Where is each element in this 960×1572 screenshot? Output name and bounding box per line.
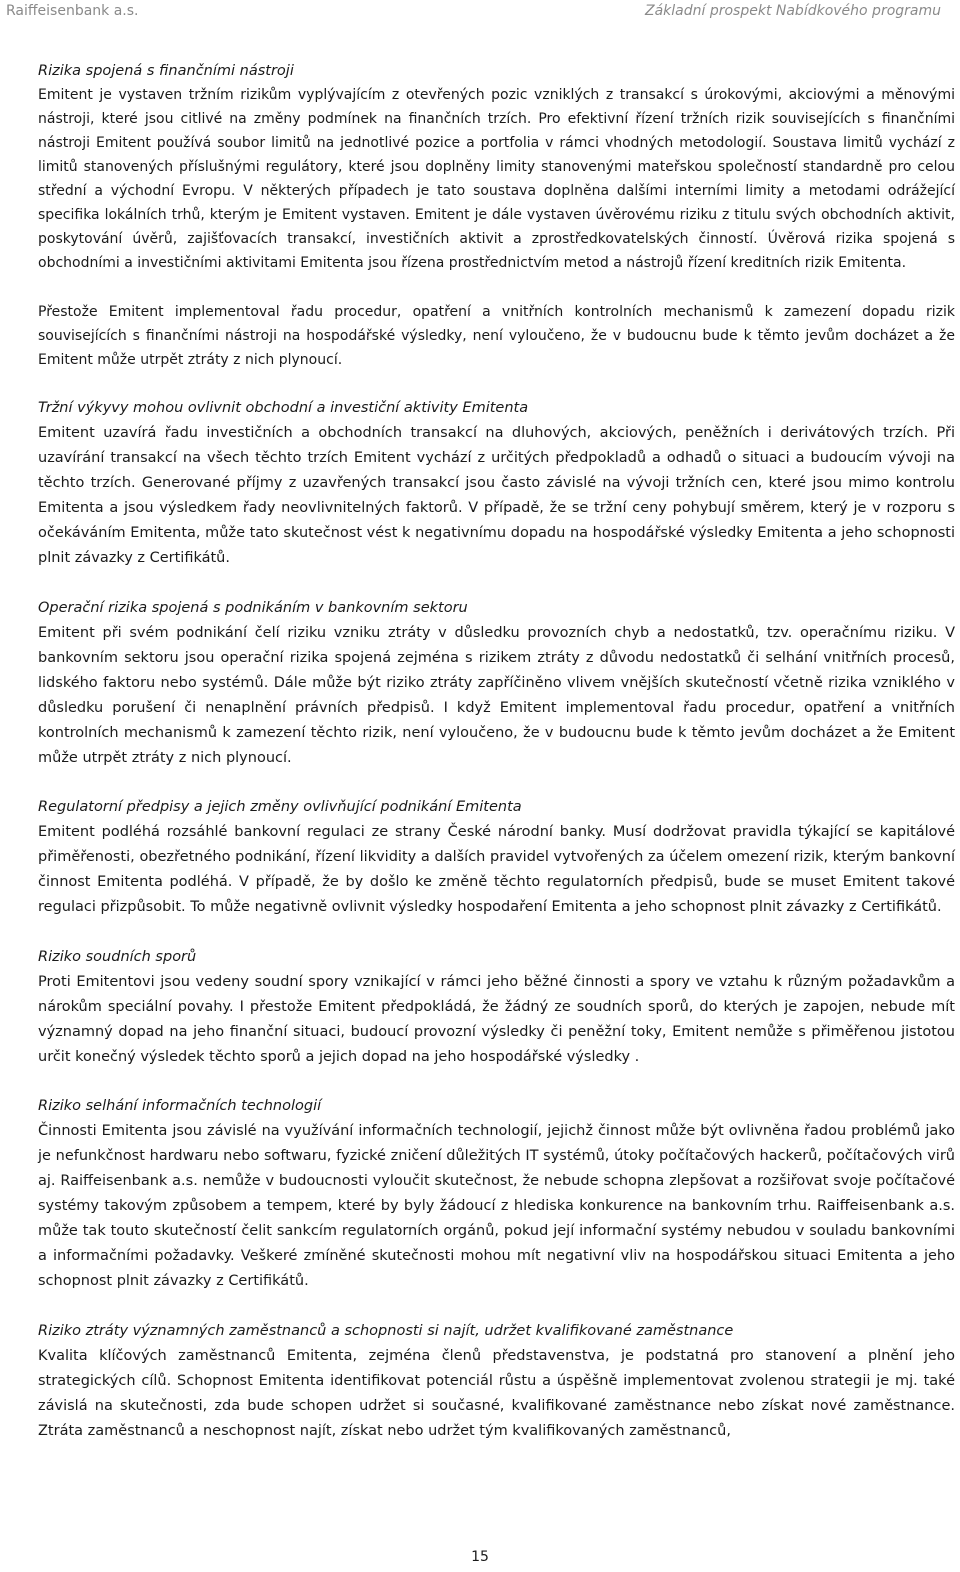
- section-operational-risks: [38, 596, 955, 772]
- paragraph: Emitent při svém podnikání čelí riziku vzniku ztráty v důsledku provozních chyb a nedostatků, tzv. operačnímu riziku. V bankovním sektoru jsou operační rizika spojená zejména s rizikem ztráty z důvodu nedostatků či selhání vnitřních procesů, lidského faktoru nebo systémů. Dále může být riziko ztráty zapříčiněno vlivem vnějších skutečností včetně rizika vzniklého v důsledku porušení či nenaplnění právních předpisů. I když Emitent implementoval řadu procedur, opatření a vnitřních kontrolních mechanismů k zamezení těchto rizik, není vyloučeno, že v budoucnu bude k těmto jevům docházet a že Emitent může utrpět ztráty z nich plynoucí.: [38, 624, 955, 767]
- paragraph: Emitent uzavírá řadu investičních a obchodních transakcí na dluhových, akciových, peněžních i derivátových trzích. Při uzavírání transakcí na všech těchto trzích Emitent vychází z určitých předpokladů a odhadů o situaci a budoucím vývoji na těchto trzích. Generované příjmy z uzavřených transakcí jsou často závislé na vývoji tržních cen, které jsou mimo kontrolu Emitenta a jsou výsledkem řady neovlivnitelných faktorů. V případě, že se tržní ceny pohybují směrem, který je v rozporu s očekáváním Emitenta, může tato skutečnost vést k negativnímu dopadu na hospodářské výsledky Emitenta a jeho schopnosti plnit závazky z Certifikátů.: [38, 425, 955, 567]
- section-regulatory-rules: [38, 795, 955, 920]
- paragraph: Emitent je vystaven tržním rizikům vyplývajícím z otevřených pozic vzniklých z transakcí s úrokovými, akciovými a měnovými nástroji, které jsou citlivé na změny podmínek na finančních trzích. Pro efektivní řízení tržních rizik souvisejících s finančními nástroji Emitent používá soubor limitů na jednotlivé pozice a portfolia v rámci vhodných metodologií. Soustava limitů vychází z limitů stanovených příslušnými regulátory, které jsou doplněny limity stanovenými mateřskou společností standardně pro celou střední a východní Evropu. V některých případech je tato soustava doplněna dalšími interními limity a metodami odrážející specifika lokálních trhů, kterým je Emitent vystaven. Emitent je dále vystaven úvěrovému riziku z titulu svých obchodních aktivit, poskytování úvěrů, zajišťovacích transakcí, investičních aktivit a zprostředkovatelských činností. Úvěrová rizika spojená s obchodními a investičními aktivitami Emitenta jsou řízena prostřednictvím metod a nástrojů řízení kreditních rizik Emitenta.: [38, 87, 955, 271]
- page-number: 15: [471, 1549, 489, 1565]
- section-it-failure-risk: [38, 1094, 955, 1295]
- section-market-fluctuations: [38, 396, 955, 572]
- paragraph: Činnosti Emitenta jsou závislé na využívání informačních technologií, jejichž činnost může být ovlivněna řadou problémů jako je nefunkčnost hardwaru nebo softwaru, fyzické zničení důležitých IT systémů, útoky počítačových hackerů, počítačových virů aj. Raiffeisenbank a.s. nemůže v budoucnosti vyloučit skutečnost, že nebude schopna zlepšovat a rozšiřovat svoje počítačové systémy takovým způsobem a tempem, které by byly žádoucí z hlediska konkurence na bankovním trhu. Raiffeisenbank a.s. může tak touto skutečností čelit sankcím regulatorních orgánů, pokud její informační systémy nebudou v souladu bankovními a informačními požadavky. Veškeré zmíněné skutečnosti mohou mít negativní vliv na hospodářskou situaci Emitenta a jeho schopnost plnit závazky z Certifikátů.: [38, 1122, 955, 1290]
- section-heading: Operační rizika spojená s podnikáním v bankovním sektoru: [38, 599, 468, 616]
- section-key-staff-risk: [38, 1319, 955, 1444]
- section-litigation-risk: [38, 945, 955, 1070]
- paragraph: Kvalita klíčových zaměstnanců Emitenta, zejména členů představenstva, je podstatná pro stanovení a plnění jeho strategických cílů. Schopnost Emitenta identifikovat potenciál růstu a úspěšně implementovat zvolenou strategii je mj. také závislá na skutečnosti, zda bude schopen udržet si současné, kvalifikované zaměstnance nebo získat nové zaměstnance. Ztráta zaměstnanců a neschopnost najít, získat nebo udržet tým kvalifikovaných zaměstnanců,: [38, 1347, 955, 1439]
- section-heading: Tržní výkyvy mohou ovlivnit obchodní a investiční aktivity Emitenta: [38, 400, 529, 416]
- section-heading: Riziko ztráty významných zaměstnanců a schopnosti si najít, udržet kvalifikované zaměstnance: [38, 1322, 734, 1339]
- section-heading: Regulatorní předpisy a jejich změny ovlivňující podnikání Emitenta: [38, 799, 522, 816]
- header-company-name: Raiffeisenbank a.s.: [6, 3, 139, 19]
- paragraph: Emitent podléhá rozsáhlé bankovní regulaci ze strany České národní banky. Musí dodržovat pravidla týkající se kapitálové přiměřenosti, obezřetného podnikání, řízení likvidity a dalších pravidel vytvořených za účelem omezení rizik, kterým bankovní činnost Emitenta podléhá. V případě, že by došlo ke změně těchto regulatorních předpisů, bude se muset Emitent takové regulaci přizpůsobit. To může negativně ovlivnit výsledky hospodaření Emitenta a jeho schopnost plnit závazky z Certifikátů.: [38, 824, 955, 916]
- section-financial-instruments-risks: [38, 59, 955, 372]
- paragraph: Přestože Emitent implementoval řadu procedur, opatření a vnitřních kontrolních mechanismů k zamezení dopadu rizik souvisejících s finančními nástroji na hospodářské výsledky, není vyloučeno, že v budoucnu bude k těmto jevům docházet a že Emitent může utrpět ztráty z nich plynoucí.: [38, 304, 955, 368]
- document-body: [38, 59, 955, 1468]
- page-header: [0, 3, 960, 21]
- header-document-title: Základní prospekt Nabídkového programu: [644, 3, 941, 19]
- section-heading: Rizika spojená s finančními nástroji: [38, 63, 294, 79]
- paragraph: Proti Emitentovi jsou vedeny soudní spory vznikající v rámci jeho běžné činnosti a spory ve vztahu k různým požadavkům a nárokům speciální povahy. I přestože Emitent předpokládá, že žádný ze soudních sporů, do kterých je zapojen, nebude mít významný dopad na jeho finanční situaci, budoucí provozní výsledky či peněžní toky, Emitent nemůže s přiměřenou jistotou určit konečný výsledek těchto sporů a jejich dopad na jeho hospodářské výsledky .: [38, 973, 955, 1065]
- section-heading: Riziko soudních sporů: [38, 948, 197, 965]
- section-heading: Riziko selhání informačních technologií: [38, 1097, 322, 1114]
